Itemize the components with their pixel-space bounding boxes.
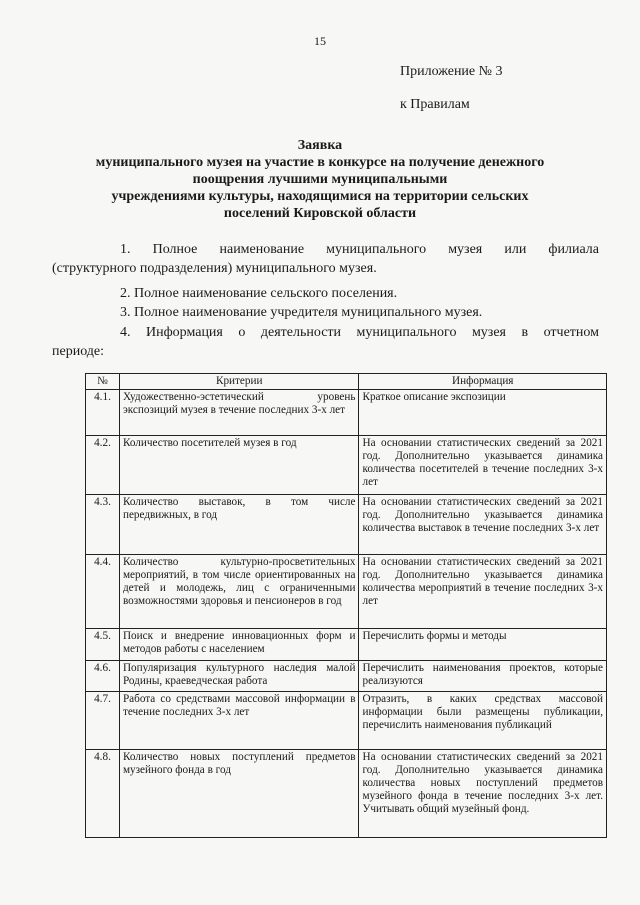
row-info: Перечислить наименования проектов, которые реализуются [359, 661, 607, 692]
title-heading: Заявка [297, 138, 343, 153]
row-info: Перечислить формы и методы [359, 629, 607, 661]
row-num: 4.2. [86, 436, 120, 495]
header-criteria: Критерии [119, 374, 359, 390]
paragraph-2: 2. Полное наименование сельского поселения. [120, 286, 398, 301]
table-row [86, 555, 607, 629]
header-num: № [86, 374, 120, 390]
row-criteria: Количество культурно-просветительных мероприятий, в том числе ориентированных на детей и молодежь, лиц с ограниченными возможностями здоровья и пенсионеров в год [119, 555, 359, 629]
row-criteria: Популяризация культурного наследия малой Родины, краеведческая работа [119, 661, 359, 692]
row-info: Краткое описание экспозиции [359, 390, 607, 436]
paragraph-4-line-2: периоде: [52, 344, 105, 359]
row-criteria: Количество новых поступлений предметов музейного фонда в год [119, 750, 359, 838]
row-criteria: Работа со средствами массовой информации в течение последних 3-х лет [119, 692, 359, 750]
title-line-1: муниципального музея на участие в конкурсе на получение денежного [95, 155, 545, 170]
appendix-number: Приложение № 3 [400, 64, 503, 79]
document-title [70, 137, 570, 222]
row-info: На основании статистических сведений за 2021 год. Дополнительно указывается динамика количества мероприятий в течение последних 3-х лет [359, 555, 607, 629]
criteria-table [85, 373, 607, 838]
table-row [86, 436, 607, 495]
paragraph-1 [52, 240, 599, 278]
row-criteria: Количество выставок, в том числе передвижных, в год [119, 495, 359, 555]
row-info: На основании статистических сведений за 2021 год. Дополнительно указывается динамика количества посетителей в течение последних 3-х лет [359, 436, 607, 495]
paragraph-4 [52, 323, 599, 361]
row-num: 4.8. [86, 750, 120, 838]
table-row [86, 750, 607, 838]
row-num: 4.7. [86, 692, 120, 750]
table-row [86, 390, 607, 436]
row-num: 4.1. [86, 390, 120, 436]
table-row [86, 495, 607, 555]
paragraph-4-line-1: 4. Информация о деятельности муниципального музея в отчетном [120, 325, 599, 340]
row-criteria: Поиск и внедрение инновационных форм и методов работы с населением [119, 629, 359, 661]
row-criteria: Художественно-эстетический уровень экспозиций музея в течение последних 3-х лет [119, 390, 359, 436]
table-header-row [86, 374, 607, 390]
row-num: 4.5. [86, 629, 120, 661]
row-info: На основании статистических сведений за 2021 год. Дополнительно указывается динамика количества новых поступлений предметов музейного фонда в течение последних 3-х лет. Учитывать общий музейный фонд. [359, 750, 607, 838]
row-info: Отразить, в каких средствах массовой информации были размещены публикации, перечислить наименования публикаций [359, 692, 607, 750]
row-criteria: Количество посетителей музея в год [119, 436, 359, 495]
page-number: 15 [314, 34, 326, 48]
title-line-3: учреждениями культуры, находящимися на территории сельских [111, 189, 529, 204]
row-info: На основании статистических сведений за 2021 год. Дополнительно указывается динамика количества выставок в течение последних 3-х лет [359, 495, 607, 555]
table-row [86, 661, 607, 692]
header-info: Информация [359, 374, 607, 390]
appendix-reference: к Правилам [400, 97, 470, 112]
paragraph-1-line-2: (структурного подразделения) муниципального музея. [52, 261, 377, 276]
table-row [86, 692, 607, 750]
row-num: 4.3. [86, 495, 120, 555]
row-num: 4.4. [86, 555, 120, 629]
title-line-4: поселений Кировской области [223, 206, 417, 221]
paragraph-1-line-1: 1. Полное наименование муниципального музея или филиала [120, 242, 599, 257]
title-line-2: поощрения лучшими муниципальными [192, 172, 448, 187]
row-num: 4.6. [86, 661, 120, 692]
table-row [86, 629, 607, 661]
paragraph-3: 3. Полное наименование учредителя муниципального музея. [120, 305, 483, 320]
